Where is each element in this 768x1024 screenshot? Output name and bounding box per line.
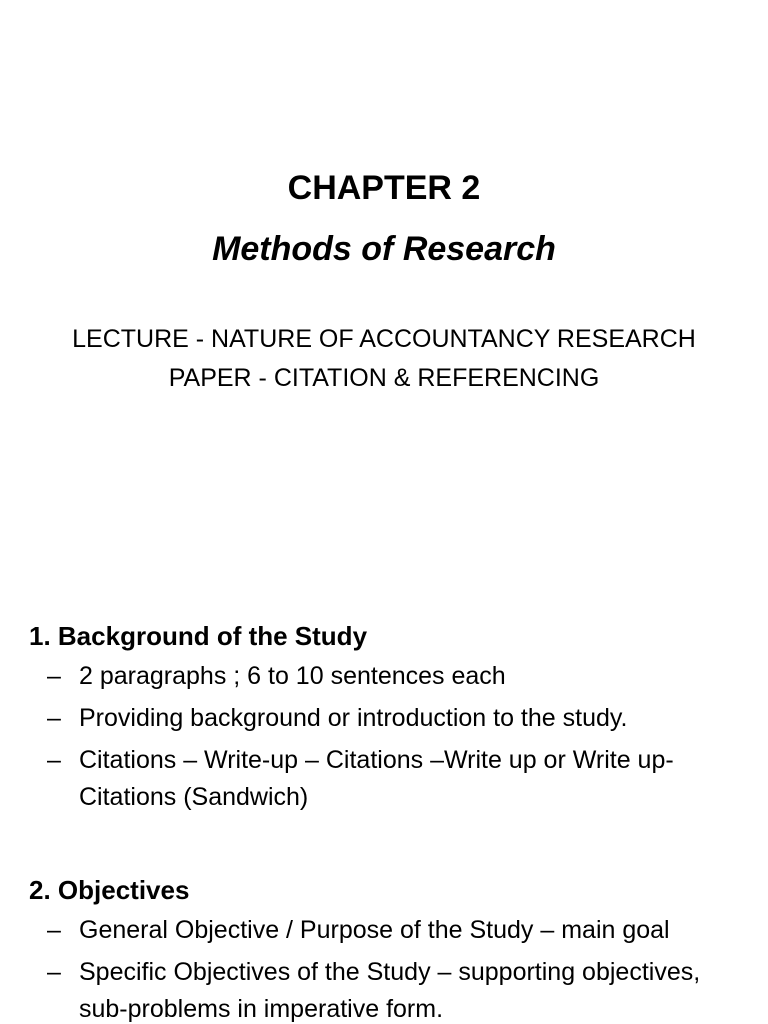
chapter-subtitle: Methods of Research xyxy=(212,230,556,268)
dash-bullet-icon: – xyxy=(47,958,61,986)
topic-lecture: LECTURE - NATURE OF ACCOUNTANCY RESEARCH xyxy=(72,325,696,353)
content-slide xyxy=(0,580,768,1024)
dash-bullet-icon: – xyxy=(47,662,61,690)
topic-list xyxy=(0,320,768,398)
bullet-text: Citations – Write-up – Citations –Write up or Write up-Citations (Sandwich) xyxy=(79,746,674,811)
section-background xyxy=(29,618,749,821)
list-item xyxy=(29,658,749,695)
dash-bullet-icon: – xyxy=(47,746,61,774)
list-item xyxy=(29,700,749,737)
section-heading: 1. Background of the Study xyxy=(29,621,368,651)
bullet-text: Specific Objectives of the Study – supporting objectives, sub-problems in imperative form. xyxy=(79,958,701,1023)
section-objectives xyxy=(29,872,749,1024)
bullet-text: General Objective / Purpose of the Study – main goal xyxy=(79,916,670,944)
bullet-list xyxy=(29,912,749,1024)
chapter-title: CHAPTER 2 xyxy=(287,169,481,207)
list-item xyxy=(29,742,749,816)
bullet-text: Providing background or introduction to the study. xyxy=(79,704,628,732)
bullet-list xyxy=(29,658,749,816)
dash-bullet-icon: – xyxy=(47,916,61,944)
bullet-text: 2 paragraphs ; 6 to 10 sentences each xyxy=(79,662,506,690)
topic-paper: PAPER - CITATION & REFERENCING xyxy=(168,364,600,392)
dash-bullet-icon: – xyxy=(47,704,61,732)
list-item xyxy=(29,912,749,949)
section-heading: 2. Objectives xyxy=(29,875,190,905)
list-item xyxy=(29,954,749,1024)
